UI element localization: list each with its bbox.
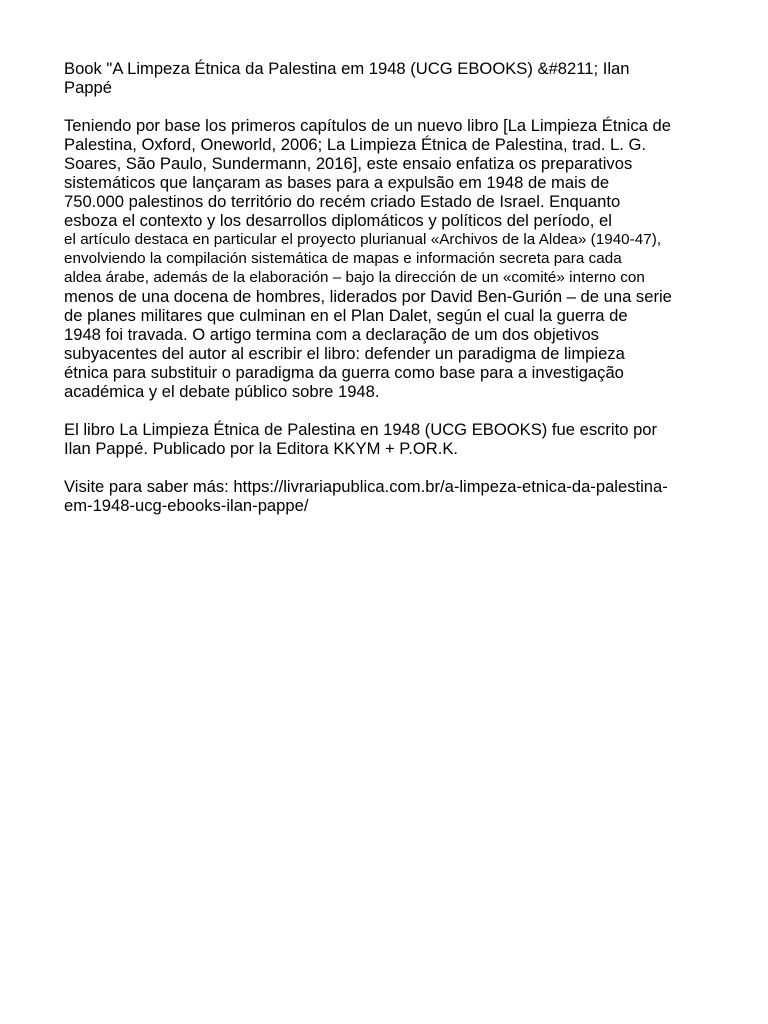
description-line: subyacentes del autor al escribir el libro: defender un paradigma de limpieza: [64, 344, 625, 363]
book-title: [64, 59, 728, 97]
description-line: envolviendo la compilación sistemática de mapas e información secreta para cada: [64, 250, 622, 267]
description-line: académica y el debate público sobre 1948.: [64, 382, 380, 401]
description-line: menos de una docena de hombres, liderados por David Ben-Gurión – de una serie: [64, 287, 672, 306]
description-line: de planes militares que culminan en el Plan Dalet, según el cual la guerra de: [64, 306, 628, 325]
description-line: sistemáticos que lançaram as bases para a expulsão em 1948 de mais de: [64, 173, 610, 192]
author-info: [64, 420, 728, 458]
book-description: [64, 116, 728, 401]
visit-line[interactable]: em-1948-ucg-ebooks-ilan-pappe/: [64, 496, 309, 515]
description-line: 750.000 palestinos do território do recém criado Estado de Israel. Enquanto: [64, 192, 621, 211]
description-line: Palestina, Oxford, Oneworld, 2006; La Limpieza Étnica de Palestina, trad. L. G.: [64, 135, 647, 154]
book-title-line: Pappé: [64, 78, 112, 97]
description-line: aldea árabe, además de la elaboración – bajo la dirección de un «comité» interno con: [64, 269, 645, 286]
author-line: Ilan Pappé. Publicado por la Editora KKYM + P.OR.K.: [64, 439, 459, 458]
book-title-line: Book "A Limpeza Étnica da Palestina em 1948 (UCG EBOOKS) &#8211; Ilan: [64, 59, 630, 78]
description-line: esboza el contexto y los desarrollos diplomáticos y políticos del período, el: [64, 211, 612, 230]
visit-line[interactable]: Visite para saber más: https://livrariapublica.com.br/a-limpeza-etnica-da-palestina-: [64, 477, 668, 496]
description-line: Teniendo por base los primeros capítulos de un nuevo libro [La Limpieza Étnica de: [64, 116, 671, 135]
author-line: El libro La Limpieza Étnica de Palestina en 1948 (UCG EBOOKS) fue escrito por: [64, 420, 658, 439]
visit-link[interactable]: [64, 477, 728, 515]
document-page: [64, 59, 728, 534]
description-line: étnica para substituir o paradigma da guerra como base para a investigação: [64, 363, 624, 382]
description-line: el artículo destaca en particular el proyecto plurianual «Archivos de la Aldea» (1940-47),: [64, 231, 662, 248]
description-line: Soares, São Paulo, Sundermann, 2016], este ensaio enfatiza os preparativos: [64, 154, 633, 173]
description-line: 1948 foi travada. O artigo termina com a declaração de um dos objetivos: [64, 325, 599, 344]
